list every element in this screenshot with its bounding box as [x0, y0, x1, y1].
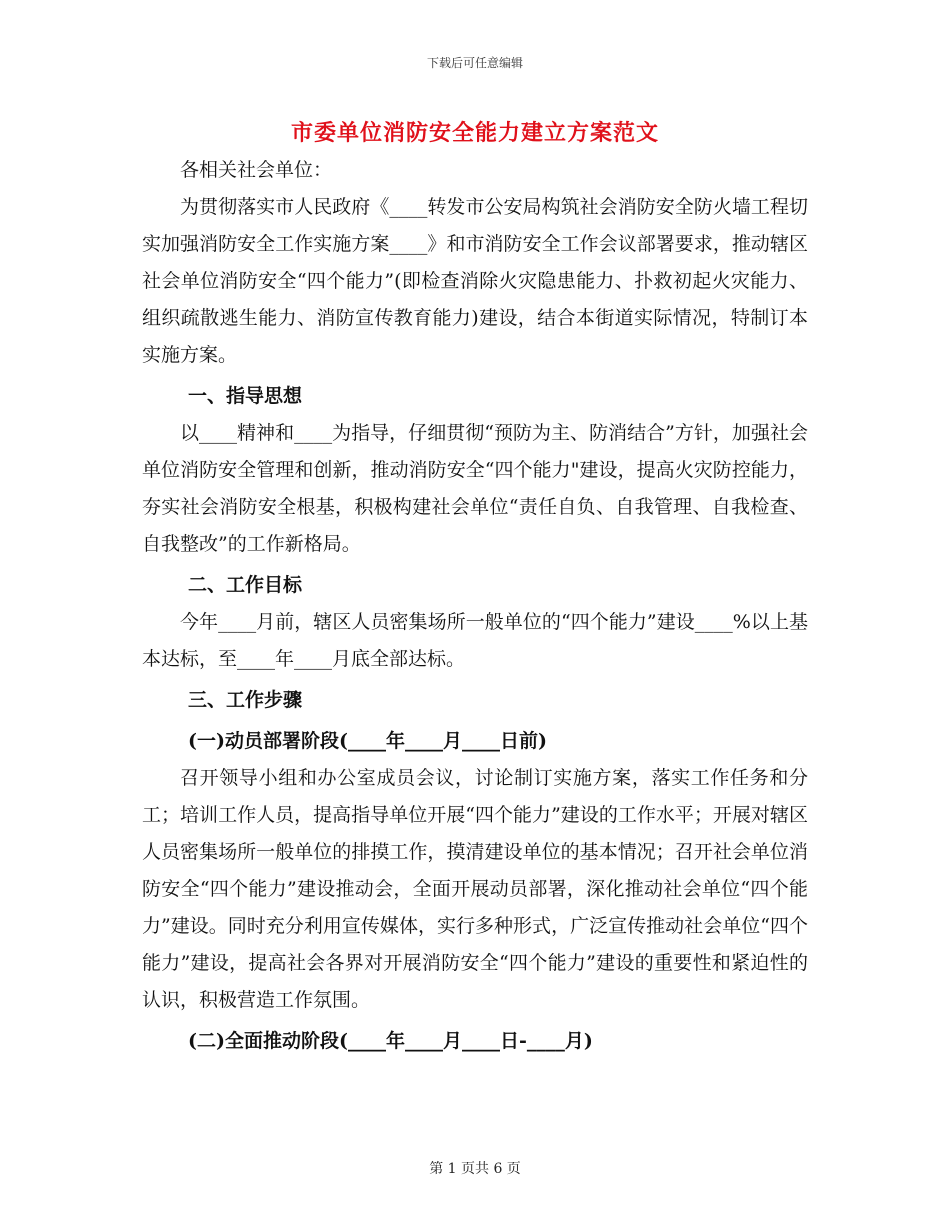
section-heading-1: 一、指导思想 — [188, 385, 303, 407]
document-title: 市委单位消防安全能力建立方案范文 — [290, 120, 659, 146]
intro-paragraph: 为贯彻落实市人民政府《____转发市公安局构筑社会消防安全防火墙工程切实加强消防安全工作实施方案____》和市消防安全工作会议部署要求，推动辖区社会单位消防安全“四个能力”(即检查消除火灾隐患能力、扑救初起火灾能力、组织疏散逃生能力、消防宣传教育能力)建设，结合本街道实际情况，特制订本实施方案。 — [142, 196, 808, 366]
section-paragraph-2: 今年____月前，辖区人员密集场所一般单位的“四个能力”建设____%以上基本达标，至____年____月底全部达标。 — [142, 611, 808, 670]
greeting: 各相关社会单位： — [180, 159, 333, 181]
subsection-heading-1: (一)动员部署阶段(____年____月____日前) — [188, 730, 547, 752]
page-footer: 第 1 页共 6 页 — [429, 1161, 521, 1177]
subsection-heading-2: (二)全面推动阶段(____年____月____日-____月) — [188, 1030, 593, 1052]
section-paragraph-1: 以____精神和____为指导，仔细贯彻“预防为主、防消结合”方针，加强社会单位消防安全管理和创新，推动消防安全“四个能力"建设，提高火灾防控能力，夯实社会消防安全根基，积极构建社会单位“责任自负、自我管理、自我检查、自我整改”的工作新格局。 — [142, 422, 808, 555]
page-header: 下载后可任意编辑 — [426, 56, 523, 70]
section-heading-3: 三、工作步骤 — [188, 689, 303, 711]
document-body — [142, 152, 808, 1060]
section-heading-2: 二、工作目标 — [188, 574, 303, 596]
section-paragraph-3: 召开领导小组和办公室成员会议，讨论制订实施方案，落实工作任务和分工；培训工作人员，提高指导单位开展“四个能力”建设的工作水平；开展对辖区人员密集场所一般单位的排摸工作，摸清建设单位的基本情况；召开社会单位消防安全“四个能力”建设推动会，全面开展动员部署，深化推动社会单位“四个能力”建设。同时充分利用宣传媒体，实行多种形式，广泛宣传推动社会单位“四个能力”建设，提高社会各界对开展消防安全“四个能力”建设的重要性和紧迫性的认识，积极营造工作氛围。 — [142, 767, 808, 1011]
